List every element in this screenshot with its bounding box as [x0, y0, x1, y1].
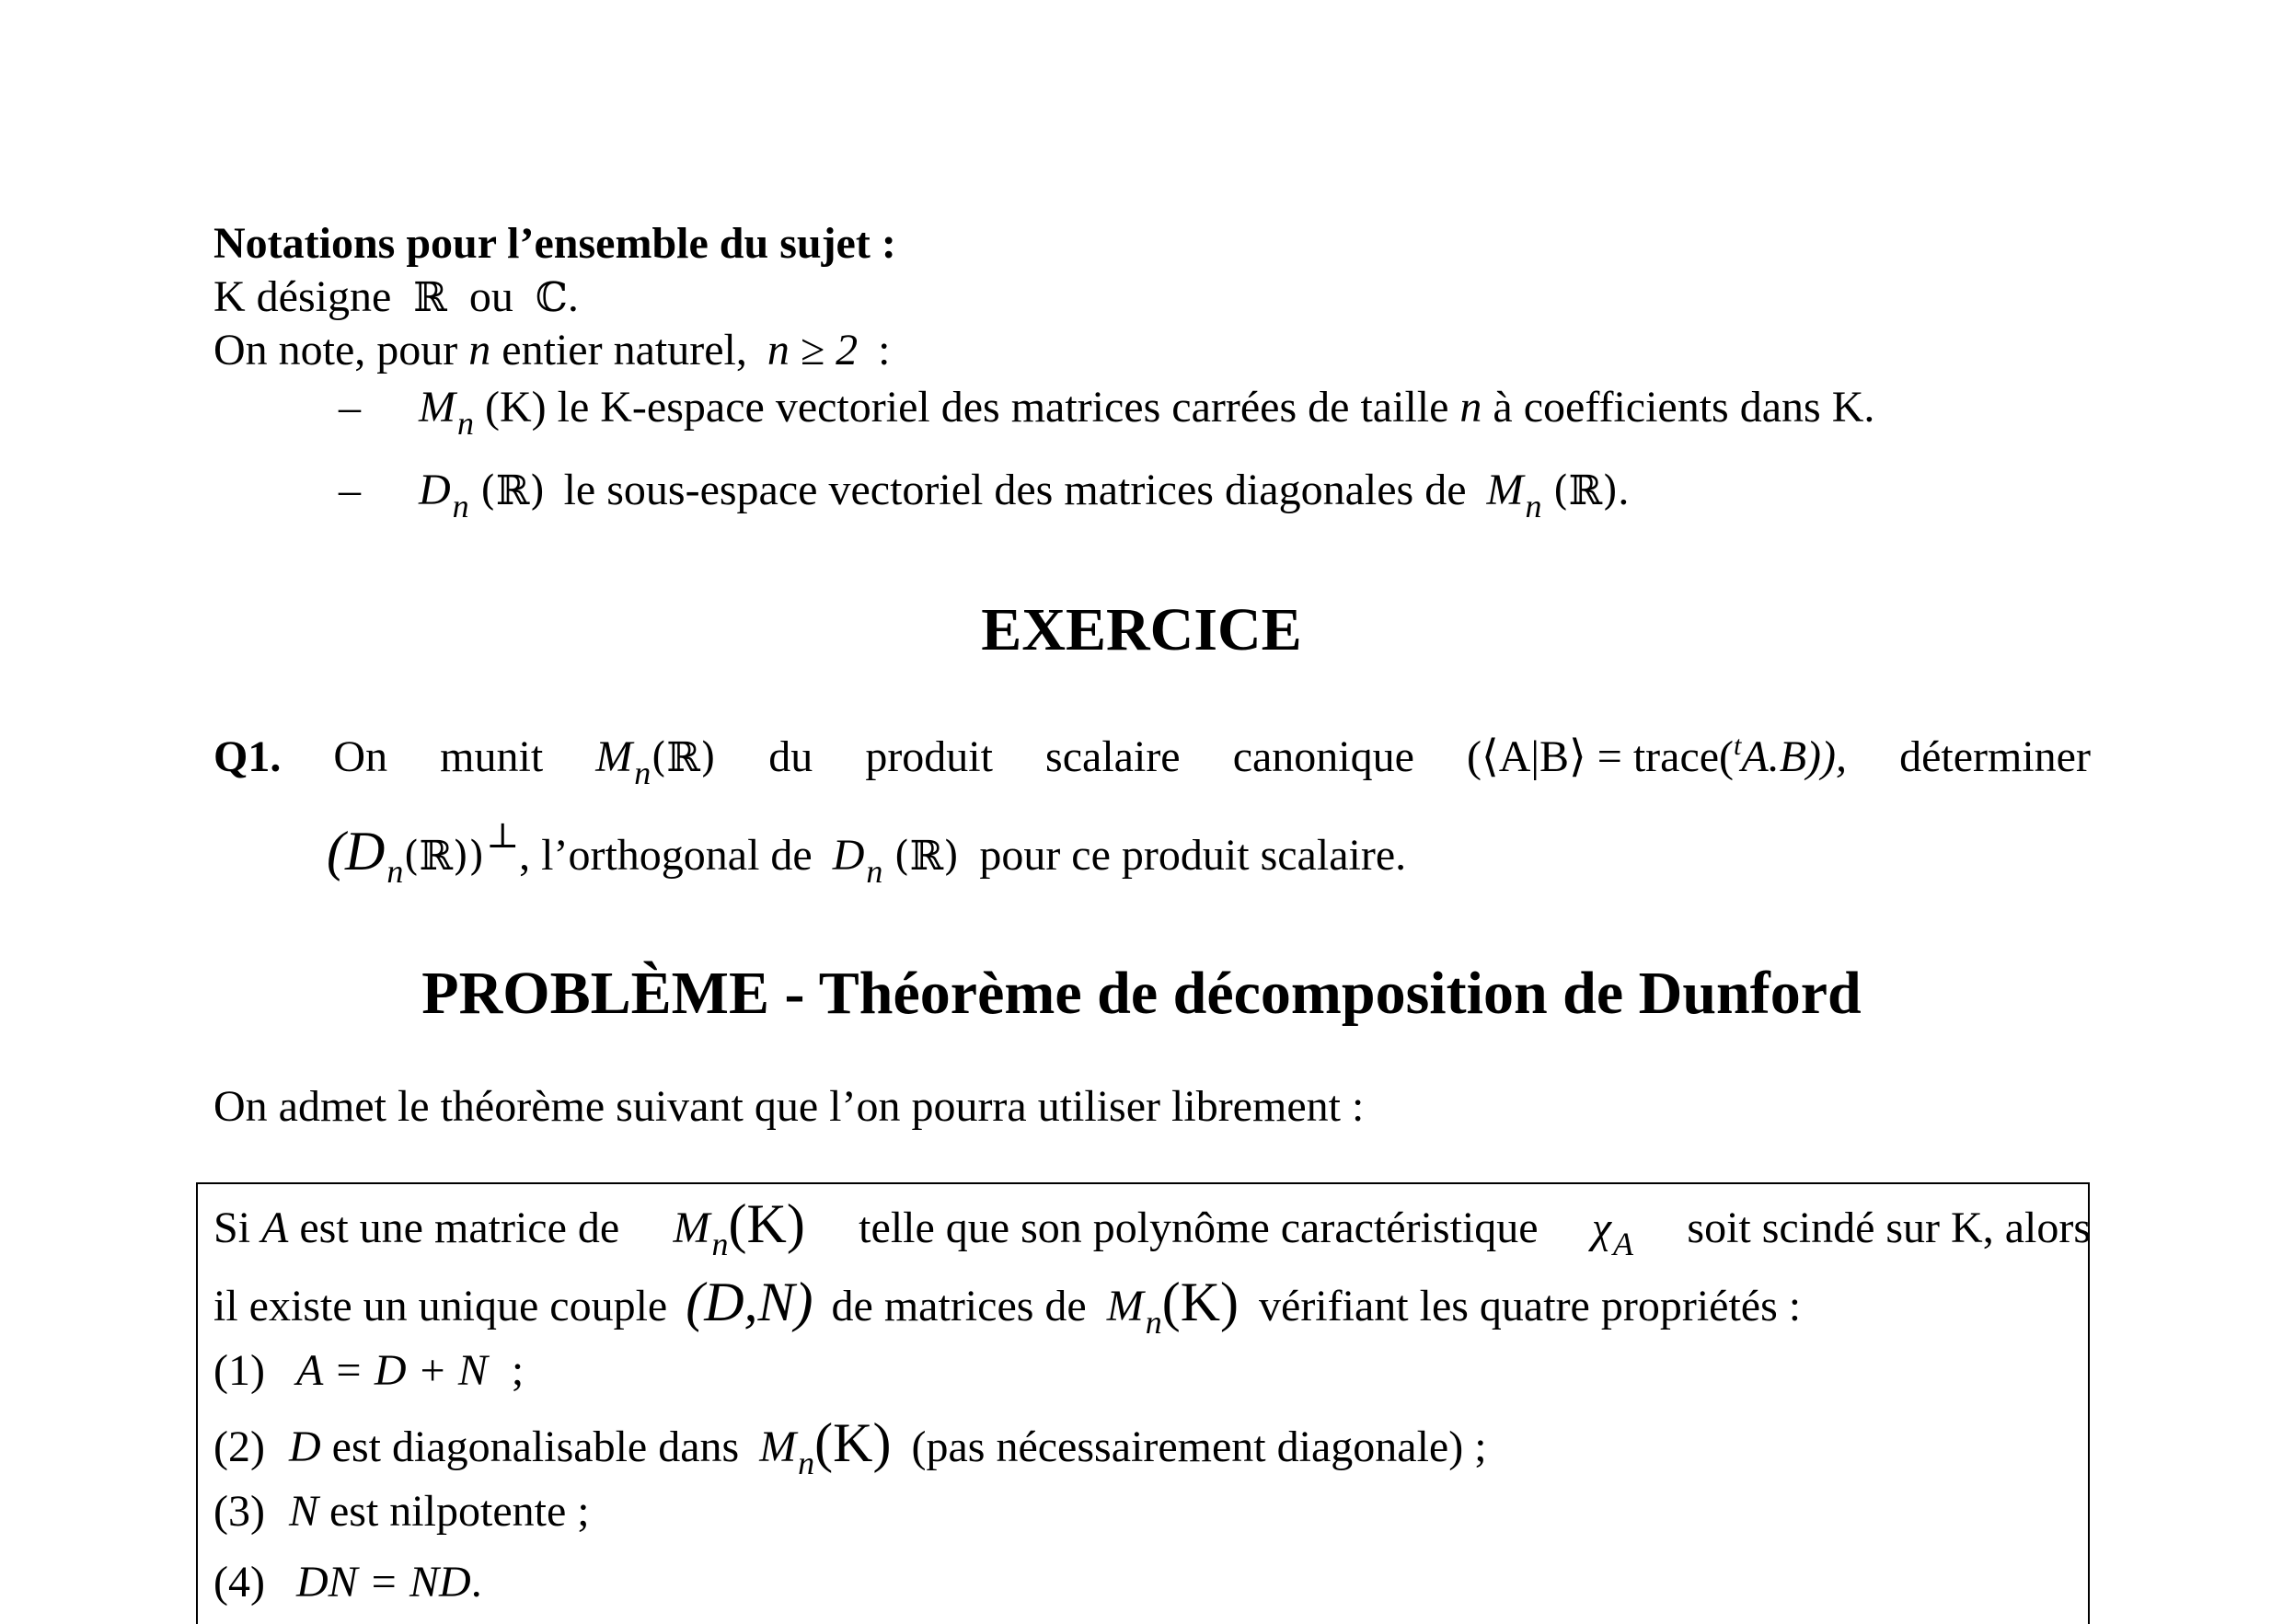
- bullet-dash: –: [339, 466, 361, 514]
- theorem-line-1: Si A est une matrice de $M_n(K)$ telle que son polynôme caractéristique $\chi_A$ soit scindé sur K, alors: [213, 1193, 2091, 1262]
- theorem-line-2: il existe un unique couple (D,N) de matrices de $M_n(K)$ vérifiant les quatre propriétés :: [213, 1272, 1802, 1341]
- q1-line-1: Q1. On munit $M_n(ℝ)$ du produit scalaire canonique (⟨A|B⟩ = trace($^t$A.B)), déterminer: [213, 731, 2091, 791]
- probleme-intro: On admet le théorème suivant que l’on pourra utiliser librement :: [213, 1082, 1365, 1131]
- theorem-property-4: (4) DN = ND.: [213, 1558, 482, 1607]
- exercice-title: EXERCICE: [981, 596, 1302, 663]
- theorem-property-3: (3) N est nilpotente ;: [213, 1487, 590, 1536]
- notations-heading: Notations pour l’ensemble du sujet :: [213, 219, 896, 268]
- theorem-property-2: (2) D est diagonalisable dans $M_n(K)$ (pas nécessairement diagonale) ;: [213, 1412, 1487, 1481]
- k-line: K désigne ℝ ou ℂ.: [213, 272, 579, 321]
- on-note-line: On note, pour n entier naturel, n ≥ 2 :: [213, 326, 891, 374]
- q1-mn-r: $M_n(ℝ)$: [595, 732, 717, 791]
- notation-item-dn: $D_n$ (ℝ) le sous-espace vectoriel des matrices diagonales de $M_n$ (ℝ).: [419, 466, 1630, 524]
- probleme-title: PROBLÈME - Théorème de décomposition de Dunford: [421, 960, 1862, 1027]
- q1-inner-product: (⟨A|B⟩ = trace($^t$A.B)),: [1467, 731, 1847, 781]
- q1-line-2: $(D_n(ℝ))^\perp$, l’orthogonal de $D_n$ (ℝ) pour ce produit scalaire.: [327, 817, 1407, 890]
- theorem-property-1: (1) A = D + N ;: [213, 1346, 525, 1395]
- notation-item-mn: $M_n$ (K) le K-espace vectoriel des matrices carrées de taille n à coefficients dans K.: [419, 383, 1875, 442]
- bullet-dash: –: [339, 383, 361, 432]
